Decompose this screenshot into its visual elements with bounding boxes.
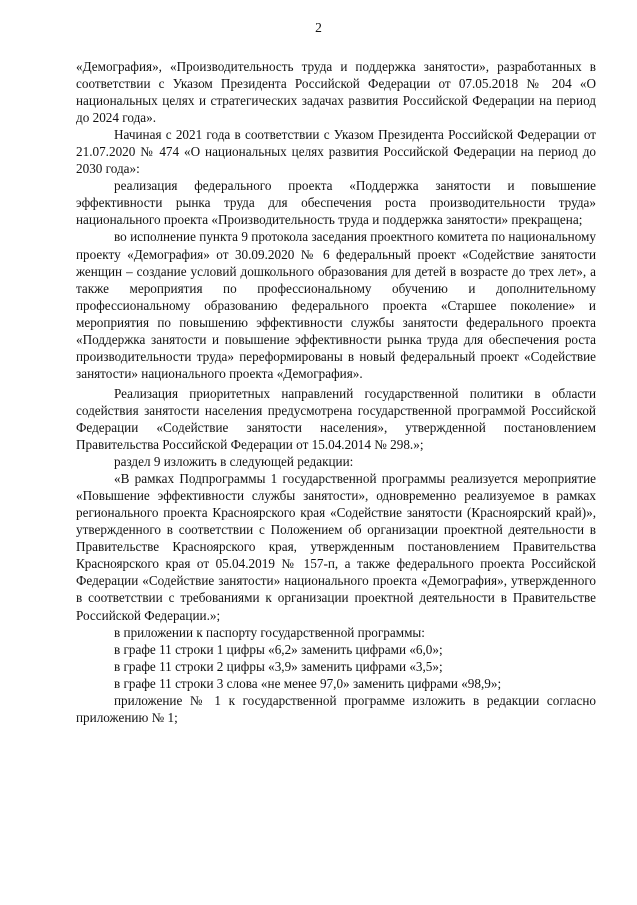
- page-number: 2: [315, 20, 322, 35]
- paragraph: «В рамках Подпрограммы 1 государственной программы реализуется мероприятие «Повышение эффективности службы занятости», одновременно реализуемое в рамках регионального проекта Красноярского края «Содействие занятости (Красноярский край)», утвержденного в соответствии с Положением об организации проектной деятельности в Правительстве Красноярского края, утвержденным постановлением Правительства Красноярского края от 05.04.2019 № 157-п, а также федерального проекта Российской Федерации «Содействие занятости» национального проекта «Демография», утвержденного в соответствии с требованиями к организации проектной деятельности в Правительстве Российской Федерации.»;: [76, 471, 596, 623]
- paragraph: в графе 11 строки 3 слова «не менее 97,0» заменить цифрами «98,9»;: [114, 675, 502, 691]
- paragraph: Начиная с 2021 года в соответствии с Указом Президента Российской Федерации от 21.07.2020 № 474 «О национальных целях развития Российской Федерации на период до 2030 года»:: [76, 127, 596, 177]
- paragraph: в графе 11 строки 1 цифры «6,2» заменить цифрами «6,0»;: [114, 641, 443, 657]
- document-body: [76, 58, 596, 726]
- paragraph: Реализация приоритетных направлений государственной политики в области содействия занятости населения предусмотрена государственной программой Российской Федерации «Содействие занятости населения», утвержденной постановлением Правительства Российской Федерации от 15.04.2014 № 298.»;: [76, 385, 596, 453]
- paragraph: в приложении к паспорту государственной программы:: [114, 624, 425, 640]
- paragraph: в графе 11 строки 2 цифры «3,9» заменить цифрами «3,5»;: [114, 658, 443, 674]
- paragraph: раздел 9 изложить в следующей редакции:: [114, 454, 354, 470]
- paragraph: «Демография», «Производительность труда и поддержка занятости», разработанных в соответствии с Указом Президента Российской Федерации от 07.05.2018 № 204 «О национальных целях и стратегических задачах развития Российской Федерации на период до 2024 года».: [76, 59, 596, 126]
- paragraph: приложение № 1 к государственной программе изложить в редакции согласно приложению № 1;: [76, 692, 596, 725]
- paragraph: реализация федерального проекта «Поддержка занятости и повышение эффективности рынка труда для обеспечения роста производительности труда» национального проекта «Производительность труда и поддержка занятости» прекращена;: [76, 178, 596, 228]
- paragraph: во исполнение пункта 9 протокола заседания проектного комитета по национальному проекту «Демография» от 30.09.2020 № 6 федеральный проект «Содействие занятости женщин – создание условий дошкольного образования для детей в возрасте до трех лет», а также мероприятия по профессиональному обучению и дополнительному профессиональному образованию федерального проекта «Старшее поколение» и мероприятия по повышению эффективности службы занятости федерального проекта «Поддержка занятости и повышение эффективности рынка труда для обеспечения роста производительности труда» переформированы в новый федеральный проект «Содействие занятости» национального проекта «Демография».: [76, 229, 596, 381]
